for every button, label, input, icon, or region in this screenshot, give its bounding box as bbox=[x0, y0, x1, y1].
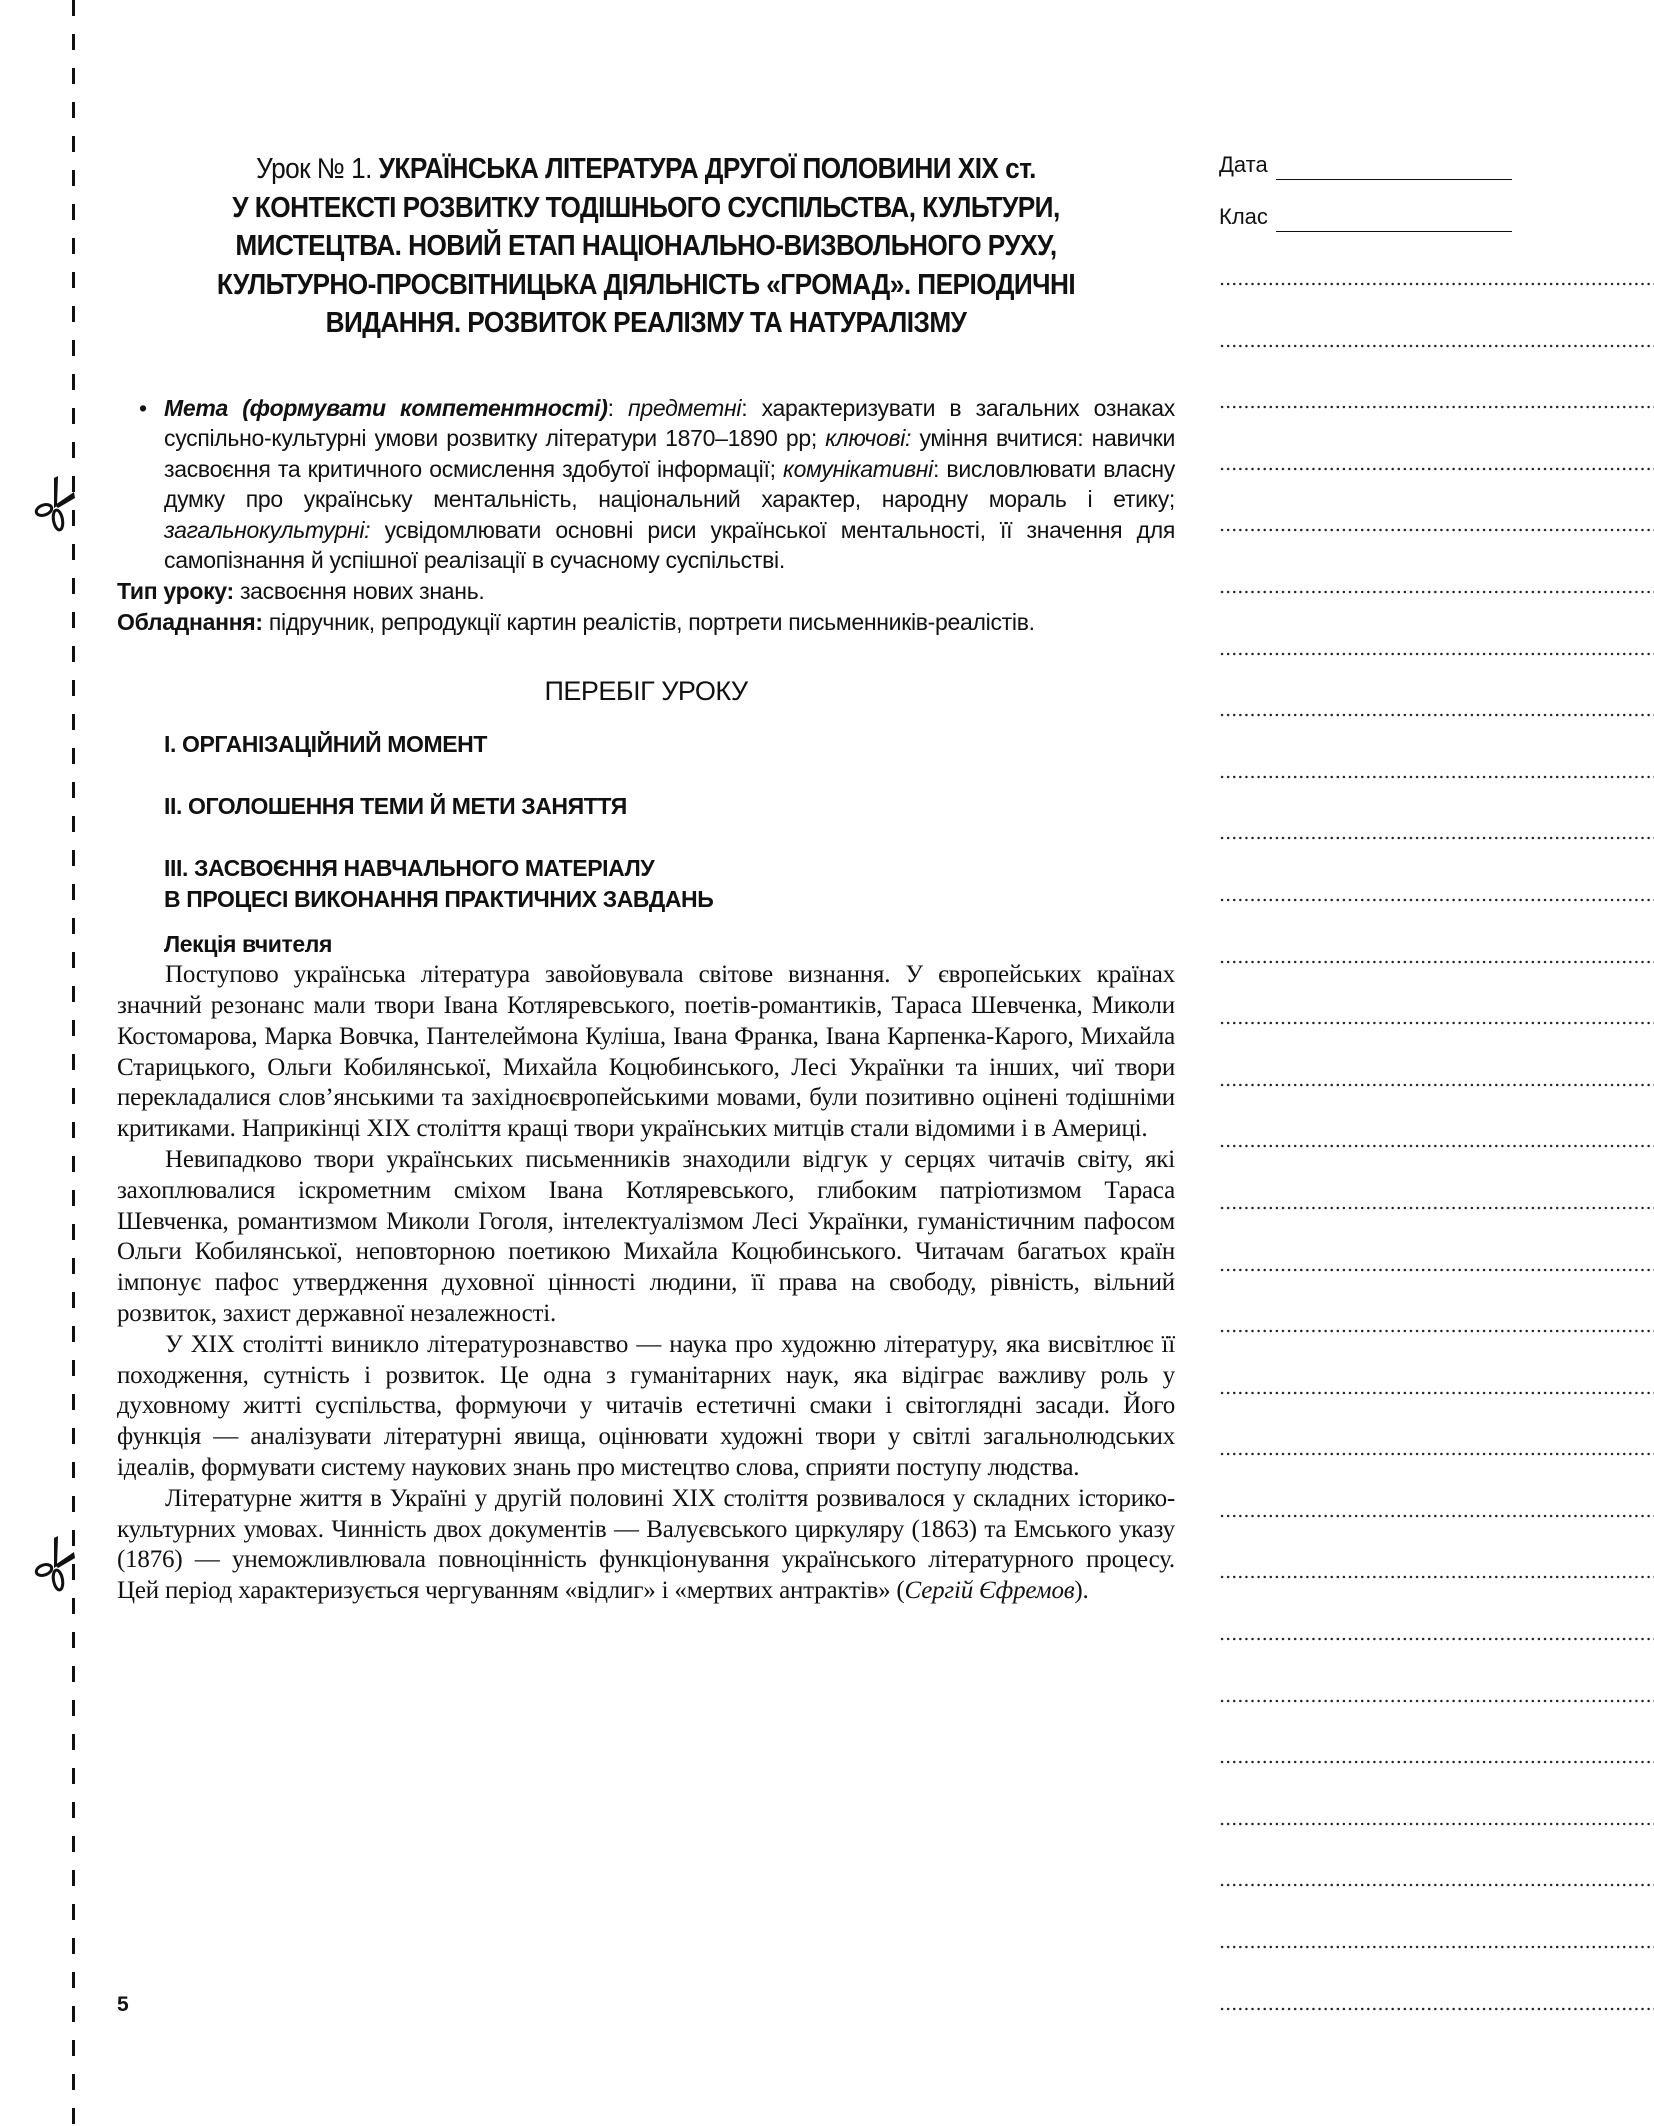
paragraph-text: Літературне життя в Україні у другій половині XIX століття розвивалося у складних історико-культурних умовах. Чинність двох документів — Валуєвського циркуляру (1863) та Емського указу (1876) — унеможливлювала повноцінність функціонування українського літературного процесу. Цей період характеризується чергуванням «відлиг» і «мертвих антрактів» ( bbox=[117, 1484, 1175, 1605]
date-blank[interactable] bbox=[1276, 157, 1512, 180]
note-line[interactable] bbox=[1219, 1575, 1654, 1637]
note-line[interactable] bbox=[1219, 344, 1654, 406]
goal-label: Мета (формувати компетентності) bbox=[164, 394, 608, 421]
note-line[interactable] bbox=[1219, 1144, 1654, 1206]
notes-lines[interactable] bbox=[1219, 282, 1654, 2068]
date-field bbox=[1219, 150, 1654, 180]
section-heading: I. ОРГАНІЗАЦІЙНИЙ МОМЕНТ bbox=[164, 731, 488, 758]
note-line[interactable] bbox=[1219, 898, 1654, 960]
key-text: уміння вчитися: навички засвоєння та критичного осмислення здобутої інформації; bbox=[164, 425, 1175, 482]
title-line: УКРАЇНСЬКА ЛІТЕРАТУРА ДРУГОЇ ПОЛОВИНИ XIX ст. bbox=[378, 153, 1036, 185]
section-heading bbox=[117, 853, 1175, 915]
cult-label: загальнокультурні: bbox=[164, 516, 371, 543]
note-line[interactable] bbox=[1219, 775, 1654, 837]
note-line[interactable] bbox=[1219, 1822, 1654, 1884]
class-label: Клас bbox=[1219, 204, 1268, 229]
note-line[interactable] bbox=[1219, 1021, 1654, 1083]
paragraph: Невипадково твори українських письменників знаходили відгук у серцях читачів світу, які захоплювалися іскрометним сміхом Івана Котляревського, глибоким патріотизмом Тараса Шевченка, романтизмом Миколи Гоголя, інтелектуалізмом Лесі Українки, гуманістичним пафосом Ольги Кобилянської, неповторною поетикою Михайла Коцюбинського. Читачам багатьох країн імпонує пафос утвердження духовної цінності людини, її права на свободу, рівність, вільний розвиток, захист державної незалежності. bbox=[117, 1146, 1175, 1328]
comm-label: комунікативні bbox=[783, 455, 933, 482]
note-line[interactable] bbox=[1219, 1083, 1654, 1145]
note-line[interactable] bbox=[1219, 713, 1654, 775]
lesson-equipment bbox=[117, 607, 1175, 638]
note-line[interactable] bbox=[1219, 1268, 1654, 1330]
note-line[interactable] bbox=[1219, 1699, 1654, 1761]
lesson-goal: • Мета (формувати компетентності): предметні: характеризувати в загальних ознаках суспільно-культурні умови розвитку літератури 1870–1890 рр; ключові: уміння вчитися: навички засвоєння та критичного осмислення здобутої інформації; комунікативні: висловлювати власну думку про українську ментальність, національний характер, народну мораль і етику; загальнокультурні: усвідомлювати основні риси української ментальності, її значення для самопізнання й успішної реалізації в сучасному суспільстві. bbox=[139, 394, 1175, 574]
type-value: засвоєння нових знань. bbox=[239, 578, 485, 605]
note-line[interactable] bbox=[1219, 1883, 1654, 1945]
note-line[interactable] bbox=[1219, 1452, 1654, 1514]
section-heading-line: В ПРОЦЕСІ ВИКОНАННЯ ПРАКТИЧНИХ ЗАВДАНЬ bbox=[164, 886, 714, 913]
lecture-text bbox=[117, 960, 1175, 1607]
title-line: КУЛЬТУРНО-ПРОСВІТНИЦЬКА ДІЯЛЬНІСТЬ «ГРОМАД». ПЕРІОДИЧНІ bbox=[216, 268, 1076, 301]
equipment-label: Обладнання: bbox=[117, 608, 263, 635]
date-label: Дата bbox=[1219, 152, 1268, 177]
main-content bbox=[117, 150, 1175, 1607]
scissors-icon bbox=[32, 472, 76, 536]
bullet-icon: • bbox=[139, 394, 147, 421]
title-line: У КОНТЕКСТІ РОЗВИТКУ ТОДІШНЬОГО СУСПІЛЬСТВА, КУЛЬТУРИ, bbox=[232, 191, 1060, 224]
section-heading: II. ОГОЛОШЕННЯ ТЕМИ Й МЕТИ ЗАНЯТТЯ bbox=[164, 793, 627, 820]
paragraph-end: ). bbox=[1074, 1577, 1089, 1605]
cut-line bbox=[72, 0, 75, 2126]
lecture-label: Лекція вчителя bbox=[164, 931, 333, 958]
section-heading-line: III. ЗАСВОЄННЯ НАВЧАЛЬНОГО МАТЕРІАЛУ bbox=[164, 855, 655, 882]
class-field bbox=[1219, 202, 1654, 232]
paragraph bbox=[117, 1484, 1175, 1607]
sidebar bbox=[1219, 150, 1654, 232]
note-line[interactable] bbox=[1219, 1637, 1654, 1699]
lesson-title bbox=[159, 150, 1132, 343]
cult-text: усвідомлювати основні риси української ментальності, її значення для самопізнання й успішної реалізації в сучасному суспільстві. bbox=[164, 516, 1175, 574]
note-line[interactable] bbox=[1219, 1391, 1654, 1453]
lesson-type bbox=[117, 576, 1175, 607]
note-line[interactable] bbox=[1219, 2007, 1654, 2069]
subject-text: характеризувати в загальних ознаках суспільно-культурні умови розвитку літератури 1870–1890 рр; bbox=[164, 394, 1175, 452]
note-line[interactable] bbox=[1219, 1329, 1654, 1391]
note-line[interactable] bbox=[1219, 1945, 1654, 2007]
title-line: МИСТЕЦТВА. НОВИЙ ЕТАП НАЦІОНАЛЬНО-ВИЗВОЛЬНОГО РУХУ, bbox=[235, 230, 1057, 262]
key-label: ключові: bbox=[825, 425, 912, 452]
comm-text: висловлювати власну думку про українську ментальність, національний характер, народну мораль і етику; bbox=[164, 455, 1175, 513]
type-label: Тип уроку: bbox=[117, 578, 234, 605]
note-line[interactable] bbox=[1219, 652, 1654, 714]
note-line[interactable] bbox=[1219, 590, 1654, 652]
citation-author: Сергій Єфремов bbox=[904, 1577, 1075, 1605]
note-line[interactable] bbox=[1219, 528, 1654, 590]
subject-label: предметні bbox=[627, 394, 742, 421]
note-line[interactable] bbox=[1219, 1514, 1654, 1576]
paragraph: У XIX столітті виникло літературознавство — наука про художню літературу, яка висвітлює її походження, сутність і розвиток. Це одна з гуманітарних наук, яка відіграє важливу роль у духовному житті суспільства, формуючи у читачів естетичні смаки і світоглядні засади. Його функція — аналізувати літературні явища, оцінювати художні твори у світлі загальнолюдських ідеалів, формувати систему наукових знань про мистецтво слова, сприяти поступу людства. bbox=[117, 1330, 1175, 1481]
note-line[interactable] bbox=[1219, 467, 1654, 529]
page-number: 5 bbox=[117, 1993, 129, 2016]
class-blank[interactable] bbox=[1276, 209, 1512, 232]
note-line[interactable] bbox=[1219, 836, 1654, 898]
progress-title: ПЕРЕБІГ УРОКУ bbox=[544, 676, 748, 707]
title-line: ВИДАННЯ. РОЗВИТОК РЕАЛІЗМУ ТА НАТУРАЛІЗМУ bbox=[325, 307, 967, 339]
scissors-icon bbox=[32, 1532, 76, 1596]
equipment-value: підручник, репродукції картин реалістів, портрети письменників-реалістів. bbox=[268, 608, 1035, 635]
note-line[interactable] bbox=[1219, 960, 1654, 1022]
note-line[interactable] bbox=[1219, 282, 1654, 344]
paragraph: Поступово українська література завойовувала світове визнання. У європейських країнах значний резонанс мали твори Івана Котляревського, поетів-романтиків, Тараса Шевченка, Миколи Костомарова, Марка Вовчка, Пантелеймона Куліша, Івана Франка, Івана Карпенка-Карого, Михайла Старицького, Ольги Кобилянської, Михайла Коцюбинського, Лесі Українки та інших, чиї твори перекладалися слов’янськими та західноєвропейськими мовами, були позитивно оцінені тодішніми критиками. Наприкінці XIX століття кращі твори українських митців стали відомими і в Америці. bbox=[117, 961, 1175, 1143]
note-line[interactable] bbox=[1219, 1206, 1654, 1268]
note-line[interactable] bbox=[1219, 1760, 1654, 1822]
note-line[interactable] bbox=[1219, 405, 1654, 467]
lesson-number: Урок № 1. bbox=[256, 153, 372, 185]
